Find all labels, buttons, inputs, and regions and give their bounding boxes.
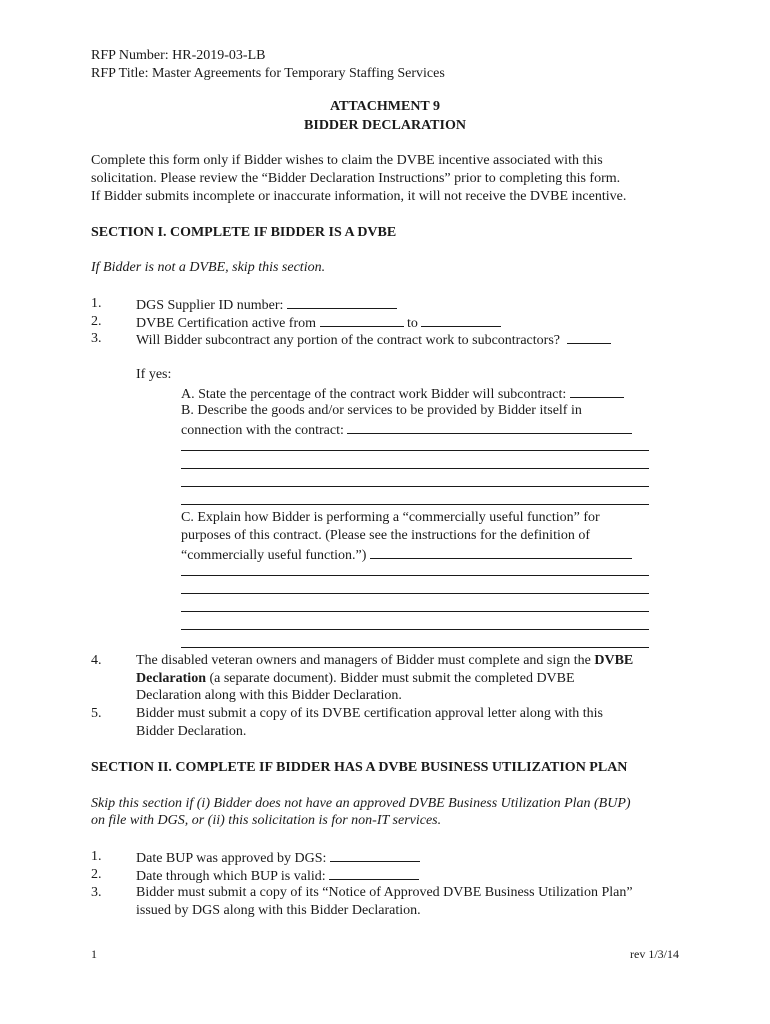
item-number: 3.	[91, 885, 102, 900]
describe-goods-line[interactable]	[181, 468, 649, 469]
cuf-line[interactable]	[181, 575, 649, 576]
item-number: 1.	[91, 296, 102, 311]
describe-goods-field[interactable]	[347, 420, 632, 434]
item-4-text: (a separate document). Bidder must submit the completed DVBE	[205, 671, 575, 686]
describe-goods-line[interactable]	[181, 504, 649, 505]
section-2-note-line-1: Skip this section if (i) Bidder does not have an approved DVBE Business Utilization Plan (BUP)	[91, 796, 631, 811]
percentage-row	[181, 384, 624, 404]
supplier-id-row	[136, 295, 397, 315]
item-4-bold: DVBE	[594, 653, 634, 668]
cuf-field[interactable]	[370, 545, 632, 559]
intro-line-2: solicitation. Please review the “Bidder Declaration Instructions” prior to completing this form.	[91, 171, 621, 186]
supplier-id-label: DGS Supplier ID number:	[136, 298, 284, 313]
item-number: 2.	[91, 867, 102, 882]
describe-goods-line-1: B. Describe the goods and/or services to be provided by Bidder itself in	[181, 403, 582, 418]
intro-line-3: If Bidder submits incomplete or inaccurate information, it will not receive the DVBE incentive.	[91, 189, 627, 204]
item-4-line-2	[136, 670, 575, 688]
item-number: 3.	[91, 331, 102, 346]
cuf-line-1: C. Explain how Bidder is performing a “commercially useful function” for	[181, 510, 600, 525]
intro-line-1: Complete this form only if Bidder wishes to claim the DVBE incentive associated with this	[91, 153, 603, 168]
section-2-note-line-2: on file with DGS, or (ii) this solicitation is for non-IT services.	[91, 813, 442, 828]
rfp-title: RFP Title: Master Agreements for Temporary Staffing Services	[91, 66, 445, 81]
rfp-number: RFP Number: HR-2019-03-LB	[91, 48, 266, 63]
item-4-line-3: Declaration along with this Bidder Declaration.	[136, 688, 402, 703]
item-number: 4.	[91, 653, 102, 668]
item-5-line-2: Bidder Declaration.	[136, 724, 247, 739]
describe-goods-line[interactable]	[181, 450, 649, 451]
bup-approved-label: Date BUP was approved by DGS:	[136, 851, 327, 866]
cuf-line[interactable]	[181, 593, 649, 594]
item-number: 5.	[91, 706, 102, 721]
item-number: 2.	[91, 314, 102, 329]
cuf-line-2: purposes of this contract. (Please see the instructions for the definition of	[181, 528, 591, 543]
section-1-note: If Bidder is not a DVBE, skip this section.	[91, 260, 326, 275]
certification-to-label: to	[407, 316, 418, 331]
describe-goods-row	[181, 420, 632, 440]
supplier-id-field[interactable]	[287, 295, 397, 309]
item-4-bold: Declaration	[136, 671, 206, 686]
bup-notice-line-1: Bidder must submit a copy of its “Notice of Approved DVBE Business Utilization Plan”	[136, 885, 633, 900]
item-number: 1.	[91, 849, 102, 864]
subcontract-row	[136, 330, 611, 350]
revision-date: rev 1/3/14	[630, 947, 679, 961]
certification-label: DVBE Certification active from	[136, 316, 316, 331]
section-2-heading: SECTION II. COMPLETE IF BIDDER HAS A DVBE BUSINESS UTILIZATION PLAN	[91, 760, 628, 775]
cuf-line[interactable]	[181, 647, 649, 648]
cuf-row	[181, 545, 632, 565]
item-4-text: The disabled veteran owners and managers of Bidder must complete and sign the	[136, 653, 595, 668]
certification-from-field[interactable]	[320, 313, 404, 327]
bup-notice-line-2: issued by DGS along with this Bidder Declaration.	[136, 903, 421, 918]
percentage-label: A. State the percentage of the contract work Bidder will subcontract:	[181, 387, 567, 402]
subcontract-field[interactable]	[567, 330, 611, 344]
cuf-label: “commercially useful function.”)	[181, 548, 367, 563]
item-4-line-1	[136, 652, 633, 670]
bup-valid-field[interactable]	[329, 866, 419, 880]
page-number: 1	[91, 947, 97, 961]
cuf-line[interactable]	[181, 629, 649, 630]
describe-goods-line[interactable]	[181, 486, 649, 487]
percentage-field[interactable]	[570, 384, 624, 398]
bup-valid-row	[136, 866, 419, 886]
subcontract-label: Will Bidder subcontract any portion of the contract work to subcontractors?	[136, 333, 560, 348]
cuf-line[interactable]	[181, 611, 649, 612]
if-yes-label: If yes:	[136, 367, 172, 382]
certification-to-field[interactable]	[421, 313, 501, 327]
item-5-line-1: Bidder must submit a copy of its DVBE certification approval letter along with this	[136, 706, 603, 721]
attachment-label: ATTACHMENT 9	[329, 99, 441, 114]
bup-valid-label: Date through which BUP is valid:	[136, 869, 326, 884]
bup-approved-field[interactable]	[330, 848, 420, 862]
describe-goods-label: connection with the contract:	[181, 423, 344, 438]
bup-approved-row	[136, 848, 420, 868]
form-title: BIDDER DECLARATION	[304, 118, 466, 133]
section-1-heading: SECTION I. COMPLETE IF BIDDER IS A DVBE	[91, 225, 397, 240]
